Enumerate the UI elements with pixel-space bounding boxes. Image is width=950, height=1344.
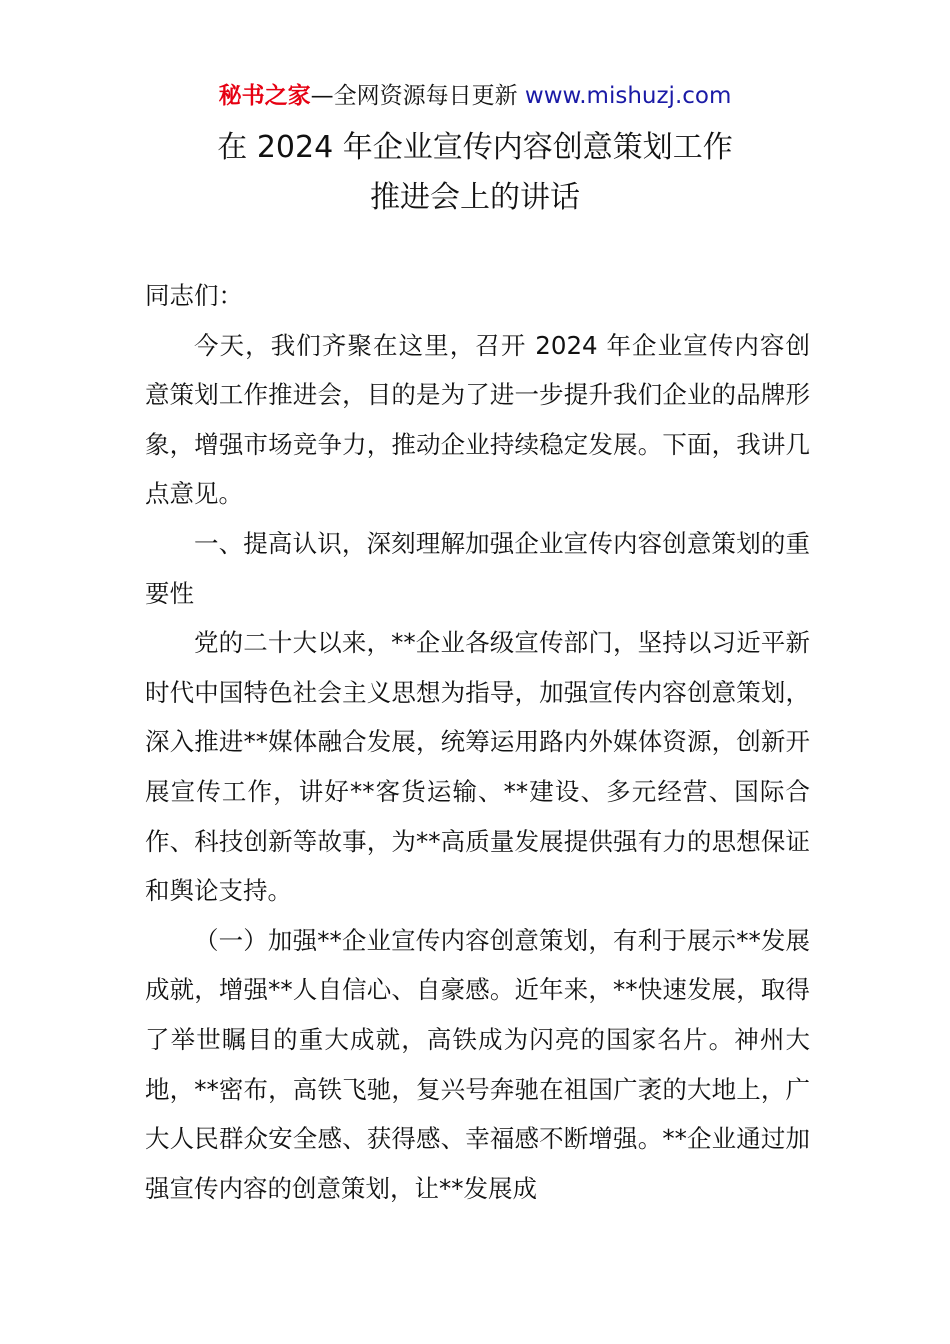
paragraph-point-1: （一）加强**企业宣传内容创意策划，有利于展示**发展成就，增强**人自信心、自豪感。近年来，**快速发展，取得了举世瞩目的重大成就，高铁成为闪亮的国家名片。神州大地，**密布，高铁飞驰，复兴号奔驰在祖国广袤的大地上，广大人民群众安全感、获得感、幸福感不断增强。**企业通过加强宣传内容的创意策划，让**发展成 [145,925,810,1203]
section-heading-1: 一、提高认识，深刻理解加强企业宣传内容创意策划的重要性 [145,528,810,608]
document-body [145,271,810,1213]
salutation: 同志们： [145,281,243,310]
paragraph-background: 党的二十大以来，**企业各级宣传部门，坚持以习近平新时代中国特色社会主义思想为指导，加强宣传内容创意策划，深入推进**媒体融合发展，统筹运用路内外媒体资源，创新开展宣传工作，讲好**客货运输、**建设、多元经营、国际合作、科技创新等故事，为**高质量发展提供强有力的思想保证和舆论支持。 [145,628,810,906]
brand-name: 秘书之家 [218,83,311,109]
header-tagline: —全网资源每日更新 [310,83,525,109]
site-header [0,80,950,112]
site-url-link[interactable]: www.mishuzj.com [524,83,732,109]
paragraph-intro: 今天，我们齐聚在这里，召开 2024 年企业宣传内容创意策划工作推进会，目的是为了进一步提升我们企业的品牌形象，增强市场竞争力，推动企业持续稳定发展。下面，我讲几点意见。 [145,330,810,509]
document-title-line-2: 推进会上的讲话 [370,180,580,215]
document-title-line-1: 在 2024 年企业宣传内容创意策划工作 [217,130,733,165]
